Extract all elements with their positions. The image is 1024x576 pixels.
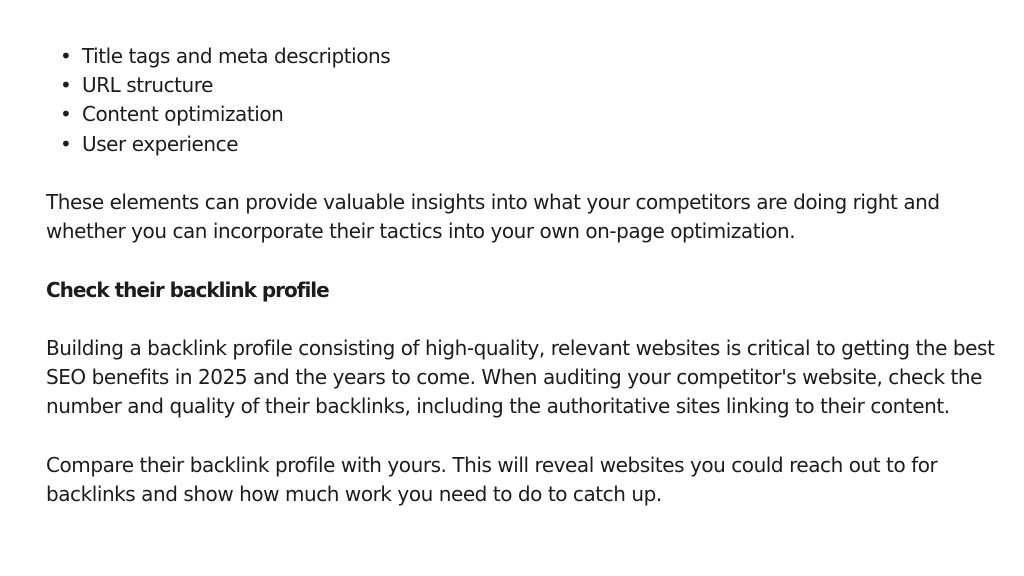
- spacer: [46, 159, 1006, 188]
- paragraph-compare: Compare their backlink profile with yours. This will reveal websites you could reach out to for backlinks and show how much work you need to do to catch up.: [46, 452, 938, 506]
- bullet-list: [46, 42, 1006, 159]
- list-item: • Title tags and meta descriptions: [46, 42, 1006, 71]
- list-item: • Content optimization: [46, 100, 1006, 129]
- list-item: • URL structure: [46, 71, 1006, 100]
- list-item: • User experience: [46, 130, 1006, 159]
- document-body: [46, 42, 1006, 509]
- spacer: [46, 246, 1006, 275]
- spacer: [46, 305, 1006, 334]
- paragraph-insights: These elements can provide valuable insights into what your competitors are doing right and whether you can incorporate their tactics into your own on-page optimization.: [46, 190, 940, 244]
- spacer: [46, 422, 1006, 451]
- section-heading: Check their backlink profile: [46, 277, 329, 302]
- paragraph-backlink-profile: Building a backlink profile consisting of high-quality, relevant websites is critical to getting the best SEO benefits in 2025 and the years to come. When auditing your competitor's website, check the number and quality of their backlinks, including the authoritative sites linking to their content.: [46, 335, 995, 419]
